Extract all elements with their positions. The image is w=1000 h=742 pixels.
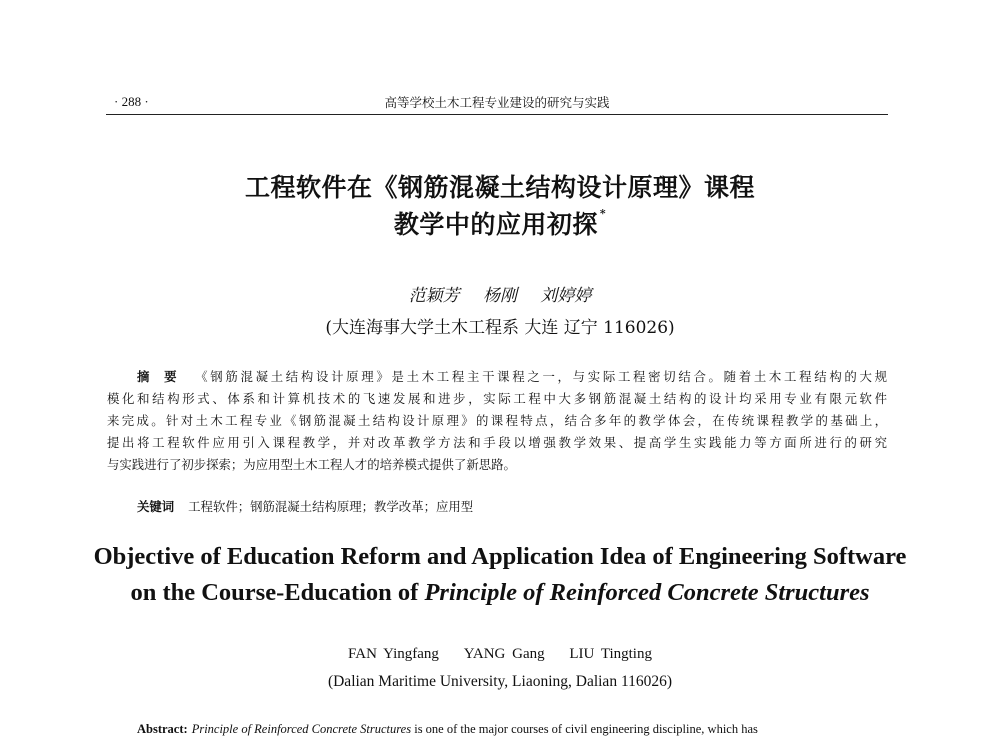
english-affiliation: (Dalian Maritime University, Liaoning, Dalian 116026) xyxy=(327,673,673,690)
footnote-mark: * xyxy=(599,207,607,220)
abstract-line-text: 《钢筋混凝土结构设计原理》是土木工程主干课程之一，与实际工程密切结合。随着土木工程结构的大规 xyxy=(195,369,888,384)
author-name: FAN Yingfang xyxy=(348,646,439,662)
author-name: YANG Gang xyxy=(463,646,545,662)
english-abstract-text: is one of the major courses of civil engineering discipline, which has xyxy=(411,722,758,736)
running-header xyxy=(106,92,888,115)
english-title-line-1: Objective of Education Reform and Application Idea of Engineering Software xyxy=(93,543,907,570)
abstract-line xyxy=(107,366,887,388)
abstract-line: 模化和结构形式、体系和计算机技术的飞速发展和进步，实际工程中大多钢筋混凝土结构的设计均采用专业有限元软件 xyxy=(107,391,887,406)
chinese-keywords xyxy=(137,497,473,515)
chinese-title-line-1: 工程软件在《钢筋混凝土结构设计原理》课程 xyxy=(244,173,755,202)
abstract-line: 与实践进行了初步探索；为应用型土木工程人才的培养模式提供了新思路。 xyxy=(107,457,516,472)
abstract-line: 来完成。针对土木工程专业《钢筋混凝土结构设计原理》的课程特点，结合多年的教学体会，在传统课程教学的基础上， xyxy=(107,413,887,428)
english-abstract-course: Principle of Reinforced Concrete Structures xyxy=(191,722,412,736)
english-title-prefix: on the Course-Education of xyxy=(130,579,425,606)
author-name: LIU Tingting xyxy=(569,646,652,662)
keywords-text: 工程软件；钢筋混凝土结构原理；教学改革；应用型 xyxy=(188,499,474,514)
chinese-title-line-2 xyxy=(0,205,1000,241)
journal-title: 高等学校土木工程专业建设的研究与实践 xyxy=(384,95,610,110)
chinese-title-line-2-text: 教学中的应用初探 xyxy=(393,210,598,239)
keywords-label: 关键词 xyxy=(137,499,175,514)
abstract-label: 摘要 xyxy=(137,369,192,384)
chinese-abstract xyxy=(107,366,887,476)
page-number: · 288 · xyxy=(114,94,149,109)
chinese-affiliation: (大连海事大学土木工程系 大连 辽宁 116026) xyxy=(325,318,675,338)
english-title-line-2 xyxy=(0,579,1000,607)
english-abstract-label: Abstract: xyxy=(137,722,188,736)
english-abstract xyxy=(137,722,897,737)
chinese-authors: 范颖芳 杨刚 刘婷婷 xyxy=(408,286,592,306)
english-title-course: Principle of Reinforced Concrete Structures xyxy=(424,579,870,606)
english-authors xyxy=(0,646,1000,663)
abstract-line: 提出将工程软件应用引入课程教学，并对改革教学方法和手段以增强教学效果、提高学生实践能力等方面所进行的研究 xyxy=(107,435,887,450)
